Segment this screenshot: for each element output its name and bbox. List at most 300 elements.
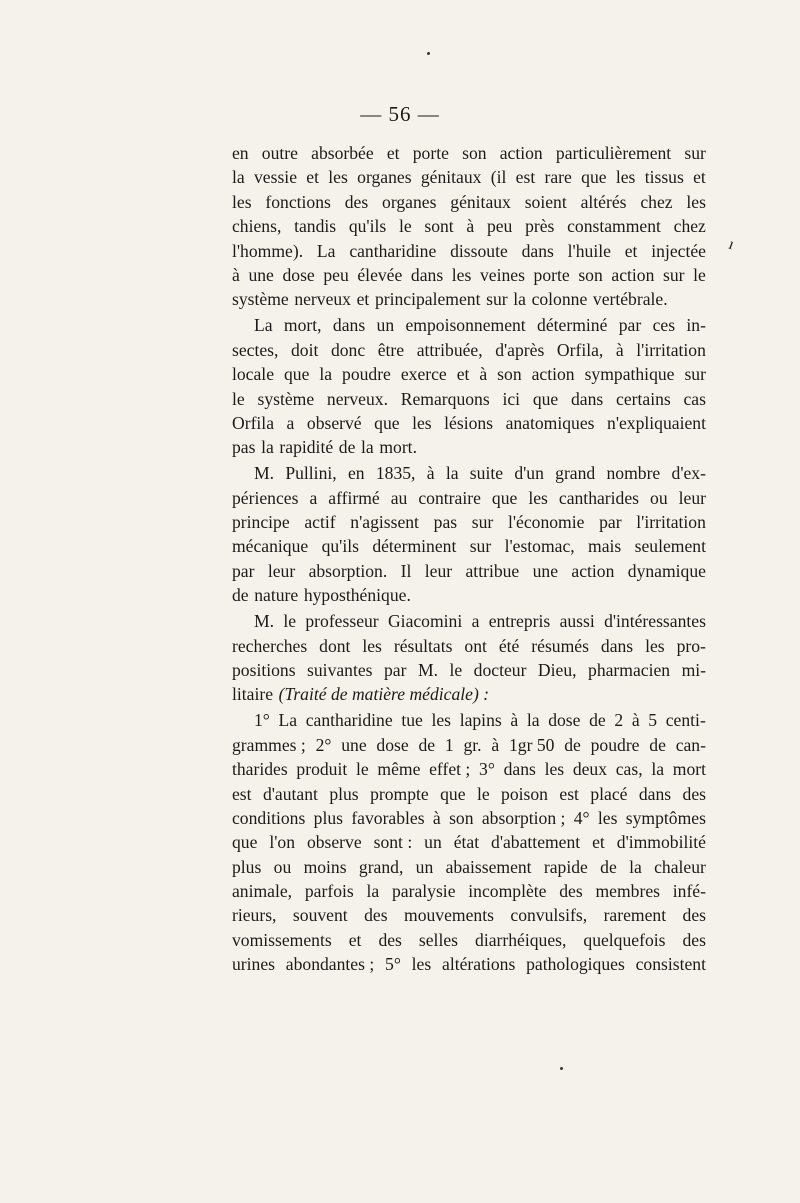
word: dans	[571, 388, 604, 409]
word: son	[449, 807, 474, 828]
text-line	[232, 263, 706, 287]
text-line	[232, 313, 706, 337]
word: 1gr 50	[508, 734, 555, 755]
word: le	[398, 216, 412, 237]
word: leur	[424, 560, 453, 581]
word: leur	[267, 560, 296, 581]
word: convulsifs,	[510, 905, 588, 926]
word: grammes ;	[232, 734, 306, 755]
word: les	[686, 191, 706, 212]
word: résumés	[531, 635, 589, 656]
word: paralysie	[392, 881, 456, 902]
word: un	[415, 856, 434, 877]
word: produit	[296, 759, 348, 780]
word: système	[257, 388, 315, 409]
word: le	[693, 264, 706, 285]
word: d'ex-	[671, 463, 706, 484]
word: les	[411, 954, 432, 975]
word: peu	[486, 216, 513, 237]
word: cantharides	[558, 487, 639, 508]
word: tissus	[644, 167, 684, 188]
text-line	[232, 757, 706, 781]
word: des	[682, 929, 706, 950]
word: infé-	[672, 881, 706, 902]
word: a	[309, 487, 318, 508]
word: rarement	[603, 905, 667, 926]
word: en	[347, 463, 365, 484]
word: que	[581, 167, 607, 188]
word: d'abattement	[491, 832, 581, 853]
text-line	[232, 461, 706, 485]
word: des	[344, 191, 369, 212]
word: dose	[548, 710, 581, 731]
word: de	[564, 734, 581, 755]
word: mécanique	[232, 536, 309, 557]
word: chiens,	[232, 216, 282, 237]
word: état	[453, 832, 480, 853]
word: lapins	[459, 710, 502, 731]
word: que	[232, 832, 258, 853]
text-line	[232, 830, 706, 854]
word: vomissements	[232, 929, 332, 950]
word: doit	[291, 339, 319, 360]
word: les	[412, 412, 432, 433]
word: principalement	[374, 289, 481, 310]
word: diarrhéiques,	[475, 929, 567, 950]
word: anatomiques	[505, 412, 595, 433]
text-line	[232, 165, 706, 189]
word: altérations	[442, 954, 516, 975]
word: dans	[503, 759, 536, 780]
paragraph	[232, 141, 706, 312]
word: et	[592, 832, 605, 853]
word: 3°	[479, 759, 495, 780]
word: sympathique	[584, 364, 675, 385]
paper-speck	[560, 1067, 563, 1070]
word: une	[341, 734, 367, 755]
word: veines	[479, 264, 525, 285]
word: 1°	[254, 710, 270, 731]
word: hyposthénique.	[303, 585, 411, 606]
word: été	[498, 635, 520, 656]
word: de	[600, 856, 617, 877]
word: conditions	[232, 807, 306, 828]
word: porte	[533, 264, 570, 285]
word: suivantes	[307, 659, 373, 680]
word: abaissement	[445, 856, 532, 877]
word: mi-	[681, 659, 706, 680]
word: le	[232, 388, 245, 409]
word: à	[510, 710, 519, 731]
text-line	[232, 782, 706, 806]
word: animale,	[232, 881, 293, 902]
word: vertébrale.	[592, 289, 668, 310]
word: la	[651, 759, 665, 780]
word: can-	[675, 734, 706, 755]
paper-speck	[427, 52, 430, 55]
word: nerveux.	[326, 388, 388, 409]
word: contraire	[418, 487, 481, 508]
word: dissoute	[450, 240, 508, 261]
word: dans	[410, 264, 444, 285]
word: action	[531, 364, 575, 385]
word: élevée	[357, 264, 403, 285]
word: les	[328, 167, 348, 188]
margin-mark: ı	[726, 235, 737, 254]
word: pro-	[676, 635, 706, 656]
word: des	[364, 905, 388, 926]
word: empoisonnement	[405, 315, 526, 336]
word: déterminé	[537, 315, 608, 336]
word: deux	[572, 759, 608, 780]
word: actif	[304, 512, 336, 533]
word: et	[306, 167, 319, 188]
word: poison	[501, 783, 548, 804]
word: mais	[588, 536, 622, 557]
word: est	[232, 783, 252, 804]
word: a	[286, 412, 295, 433]
word: 1	[444, 734, 454, 755]
word: La	[278, 710, 298, 731]
word: la	[261, 437, 274, 458]
word: chez	[673, 216, 706, 237]
word: outre	[261, 143, 298, 163]
word: exerce	[400, 364, 447, 385]
word: d'autant	[262, 783, 318, 804]
word: par	[618, 315, 642, 336]
word: et	[456, 364, 470, 385]
word: les	[645, 635, 665, 656]
word: chez	[640, 191, 673, 212]
word: consistent	[635, 954, 706, 975]
word: l'estomac,	[504, 536, 575, 557]
page-number: — 56 —	[360, 102, 440, 126]
word: sur	[684, 364, 706, 385]
text-line	[232, 214, 706, 238]
word: quelquefois	[583, 929, 666, 950]
word: d'immobilité	[616, 832, 706, 853]
body-text	[232, 141, 706, 977]
text-line	[232, 682, 706, 706]
word: selles	[418, 929, 458, 950]
word: cas	[683, 388, 706, 409]
word: action	[499, 143, 543, 163]
word: les	[528, 487, 548, 508]
word: la	[513, 289, 526, 310]
word: à	[491, 734, 500, 755]
word: que	[491, 487, 518, 508]
word: rare	[544, 167, 572, 188]
word: une	[532, 560, 559, 581]
text-line	[232, 928, 706, 952]
text-line	[232, 903, 706, 927]
word: prompte	[370, 783, 429, 804]
word: recherches	[232, 635, 308, 656]
word: et	[356, 289, 370, 310]
word: 5	[648, 710, 658, 731]
word: que	[440, 783, 466, 804]
word: un	[376, 315, 395, 336]
word: tharides	[232, 759, 288, 780]
word: et	[348, 929, 362, 950]
word: M.	[254, 463, 275, 484]
word: fonctions	[265, 191, 331, 212]
word: effet ;	[429, 759, 471, 780]
text-line	[232, 609, 706, 633]
word: de	[589, 710, 606, 731]
text-line	[232, 486, 706, 510]
word: suite	[469, 463, 504, 484]
word: que	[532, 388, 559, 409]
word: être	[377, 339, 405, 360]
word: génitaux	[420, 167, 482, 188]
word: constamment	[567, 216, 661, 237]
word: positions	[232, 659, 296, 680]
word: de	[338, 437, 356, 458]
word: (il	[490, 167, 507, 188]
text-line	[232, 634, 706, 658]
word: organes	[382, 191, 437, 212]
word: leur	[678, 487, 706, 508]
word: par	[232, 560, 255, 581]
text-line	[232, 190, 706, 214]
word: les	[362, 635, 382, 656]
word: et	[386, 143, 400, 163]
word: l'on	[269, 832, 295, 853]
word: sectes,	[232, 339, 279, 360]
word: 5°	[385, 954, 401, 975]
word: déterminent	[372, 536, 457, 557]
word: les	[615, 167, 636, 188]
word: système	[232, 289, 289, 310]
word: action	[611, 264, 655, 285]
word: nerveux	[294, 289, 351, 310]
word: centi-	[665, 710, 706, 731]
word: de	[649, 734, 666, 755]
word: injectée	[651, 240, 706, 261]
word: principe	[232, 512, 290, 533]
word: a	[471, 611, 480, 632]
word: d'intéressantes	[604, 611, 706, 632]
word: une	[248, 264, 274, 285]
word: Orfila	[232, 412, 275, 433]
word: sont	[424, 216, 454, 237]
word: est	[515, 167, 536, 188]
word: nombre	[606, 463, 661, 484]
word: les	[597, 807, 618, 828]
word: la	[319, 364, 333, 385]
word: ont	[464, 635, 487, 656]
word: M.	[254, 611, 275, 632]
word: qu'ils	[348, 216, 387, 237]
word: sur	[684, 143, 706, 163]
word: moins	[303, 856, 347, 877]
word: 2	[614, 710, 624, 731]
word: symptômes	[625, 807, 706, 828]
word: génitaux	[450, 191, 511, 212]
word: même	[377, 759, 421, 780]
word: des	[559, 881, 583, 902]
word: un	[424, 832, 442, 853]
word: Dieu,	[537, 659, 577, 680]
word: nature	[254, 585, 299, 606]
word: Pullini,	[285, 463, 337, 484]
word: in-	[686, 315, 706, 336]
word: Remarquons	[400, 388, 490, 409]
word: résultats	[393, 635, 453, 656]
word: observé	[306, 412, 362, 433]
word: pathologiques	[526, 954, 625, 975]
text-line	[232, 510, 706, 534]
word: dose	[282, 264, 315, 285]
word: les	[451, 264, 472, 285]
word: près	[525, 216, 555, 237]
word: à	[631, 710, 640, 731]
word: La	[254, 315, 273, 336]
word: poudre	[590, 734, 640, 755]
word: 4°	[573, 807, 590, 828]
word: le	[283, 611, 297, 632]
word: colonne	[531, 289, 588, 310]
text-line	[232, 411, 706, 435]
text-line	[232, 708, 706, 732]
word: urines	[232, 954, 275, 975]
text-line	[232, 338, 706, 362]
word: sur	[663, 264, 685, 285]
word: rapide	[543, 856, 588, 877]
word: cantharidine	[349, 240, 437, 261]
word: des	[682, 905, 706, 926]
word: dose	[376, 734, 409, 755]
word: absorbée	[311, 143, 374, 163]
word: soient	[524, 191, 567, 212]
word: abondantes ;	[285, 954, 375, 975]
word: 2°	[315, 734, 332, 755]
word: ou	[273, 856, 292, 877]
word: La	[316, 240, 336, 261]
word: lésions	[444, 412, 494, 433]
word: action	[571, 560, 615, 581]
word: à	[426, 463, 435, 484]
word: le	[355, 759, 369, 780]
word: entrepris	[488, 611, 551, 632]
word: 1835,	[375, 463, 416, 484]
word: mort	[672, 759, 706, 780]
word: plus	[232, 856, 262, 877]
word: vessie	[254, 167, 297, 188]
paragraph	[232, 313, 706, 459]
word: locale	[232, 364, 274, 385]
word: cantharidine	[305, 710, 393, 731]
word: M.	[417, 659, 438, 680]
word: d'après	[495, 339, 545, 360]
word: le	[449, 659, 463, 680]
word: altérés	[580, 191, 627, 212]
word: mort.	[379, 437, 417, 458]
word: par	[384, 659, 407, 680]
word: seulement	[634, 536, 706, 557]
text-line	[232, 287, 706, 311]
word: plus	[313, 807, 343, 828]
word: rieurs,	[232, 905, 277, 926]
word: l'homme).	[232, 240, 304, 261]
word: la	[445, 463, 459, 484]
paragraph	[232, 708, 706, 976]
text-line	[232, 583, 706, 607]
word: les	[232, 191, 252, 212]
text-line	[232, 387, 706, 411]
word: sur	[469, 536, 492, 557]
text-line	[232, 362, 706, 386]
text-line	[232, 141, 706, 165]
text-line	[232, 559, 706, 583]
word: observe	[306, 832, 362, 853]
word: dynamique	[627, 560, 706, 581]
word: aussi	[559, 611, 595, 632]
word: la	[361, 437, 374, 458]
word: qu'ils	[321, 536, 359, 557]
word: mort,	[283, 315, 322, 336]
paragraph	[232, 609, 706, 707]
text-line	[232, 855, 706, 879]
word: de	[232, 585, 249, 606]
word: la	[526, 710, 540, 731]
word: ces	[652, 315, 676, 336]
text-line	[232, 435, 706, 459]
word: absorption.	[308, 560, 388, 581]
word: tandis	[294, 216, 337, 237]
paragraph	[232, 461, 706, 607]
word: poudre	[342, 364, 391, 385]
word: absorption ;	[481, 807, 566, 828]
word: à	[615, 339, 624, 360]
word: à	[432, 807, 441, 828]
word: attribuée,	[416, 339, 483, 360]
word: affirmé	[328, 487, 380, 508]
word: la	[366, 881, 380, 902]
word: et	[693, 167, 706, 188]
text-line	[232, 658, 706, 682]
word: des	[378, 929, 402, 950]
word: ici	[502, 388, 521, 409]
word: de	[418, 734, 436, 755]
word: et	[624, 240, 638, 261]
word: tue	[401, 710, 423, 731]
word: son	[578, 264, 603, 285]
word: sur	[486, 289, 508, 310]
word: certains	[616, 388, 671, 409]
word: mouvements	[404, 905, 494, 926]
word: n'expliquaient	[607, 412, 706, 433]
word: peu	[323, 264, 349, 285]
word: l'économie	[507, 512, 585, 533]
word: incomplète	[468, 881, 547, 902]
word: litaire	[232, 684, 274, 705]
word: cas,	[615, 759, 643, 780]
word: en	[232, 143, 249, 163]
word: dans	[638, 783, 672, 804]
word: grand,	[358, 856, 404, 877]
word: organes	[357, 167, 412, 188]
word: n'agissent	[350, 512, 419, 533]
word: plus	[329, 783, 359, 804]
word: d'un	[514, 463, 544, 484]
text-line	[232, 239, 706, 263]
word: la	[629, 856, 642, 877]
word: des	[682, 783, 706, 804]
word: par	[599, 512, 622, 533]
word: à	[232, 264, 240, 285]
